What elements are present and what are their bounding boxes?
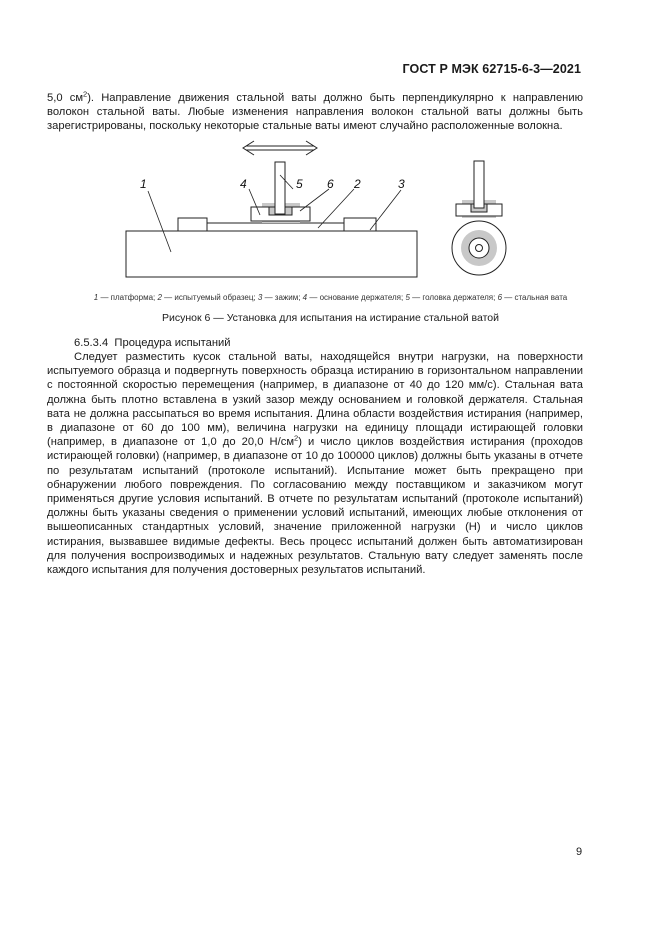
intro-text-start: 5,0 см [47, 92, 84, 104]
intro-text-end: ). Направление движения стальной ваты должно быть перпендикулярно к направлению волокон стальной ваты. Любые изменения направления волокон стальной ваты должны быть зарегистрированы, поскольку некоторые стальные ваты имеют случайно расположенные волокна. [47, 92, 583, 133]
legend-text: — платформа; [98, 293, 158, 302]
legend-num: 3 [257, 293, 263, 302]
clamp-left-shape [178, 218, 207, 231]
procedure-paragraph [47, 350, 583, 577]
legend-text: — испытуемый образец; [161, 293, 258, 302]
page-number: 9 [576, 846, 583, 858]
legend-text: — зажим; [262, 293, 303, 302]
legend-num: 4 [302, 293, 308, 302]
figure-legend [0, 293, 661, 302]
document-code-header: ГОСТ Р МЭК 62715-6-3—2021 [402, 62, 581, 76]
figure-caption: Рисунок 6 — Установка для испытания на истирание стальной ватой [162, 312, 499, 324]
callout-3: 3 [398, 177, 405, 191]
legend-num: 2 [157, 293, 162, 302]
side-view-holder [456, 161, 502, 218]
motion-arrow-icon [243, 141, 317, 155]
legend-num: 1 [93, 293, 99, 302]
legend-text: — основание держателя; [307, 293, 406, 302]
procedure-superscript: 2 [294, 433, 299, 443]
legend-num: 5 [405, 293, 410, 302]
legend-text: — головка держателя; [409, 293, 498, 302]
holder-head-shape [275, 162, 285, 214]
procedure-text-end: ) и число циклов воздействия истирания (проходов истирающей головки) (например, в диапазоне от 10 до 100000 циклов) должны быть указаны в отчете по результатам испытаний (протоколе испытаний). Испытание может быть прекращено при обнаружении любого повреждения. По согласованию между поставщиком и заказчиком могут применяться другие условия испытаний. В отчете по результатам испытаний (протоколе испытаний) должны быть указаны сведения о применении условий испытаний, имеющих любые отклонения от вышеописанных стандартных условий, значение приложенной нагрузки (Н) и число циклов истирания, вызвавшее видимые дефекты. Весь процесс испытаний должен быть автоматизирован для получения воспроизводимых и надежных результатов. Стальную вату следует заменять после каждого испытания для получения достоверных результатов испытаний. [47, 436, 583, 577]
platform-shape [126, 231, 417, 277]
specimen-shape [194, 223, 355, 231]
test-setup-figure [0, 135, 661, 295]
callout-2: 2 [354, 177, 361, 191]
callout-5: 5 [296, 177, 303, 191]
callout-1: 1 [140, 177, 147, 191]
side-view-circle [452, 221, 506, 275]
section-heading: 6.5.3.4 Процедура испытаний [74, 337, 231, 349]
intro-paragraph [47, 91, 583, 134]
figure-drawing [0, 135, 661, 295]
callout-6: 6 [327, 177, 334, 191]
callout-4: 4 [240, 177, 247, 191]
legend-text: — стальная вата [502, 293, 568, 302]
intro-superscript: 2 [83, 89, 88, 99]
legend-num: 6 [497, 293, 503, 302]
procedure-text-start: Следует разместить кусок стальной ваты, находящейся внутри нагрузки, на поверхности испытуемого образца и подвергнуть поверхность образца истиранию в горизонтальном направлении с постоянной скоростью перемещения (например, в диапазоне от 40 до 120 мм/с). Стальная вата должна быть плотно вставлена в узкий зазор между основанием и головкой держателя. Стальная вата не должна рассыпаться во время испытания. Длина области воздействия истирания (например, в диапазоне от 60 до 100 мм), величина нагрузки на единицу площади истирающей головки (например, в диапазоне от 1,0 до 20,0 Н/см [47, 351, 583, 449]
